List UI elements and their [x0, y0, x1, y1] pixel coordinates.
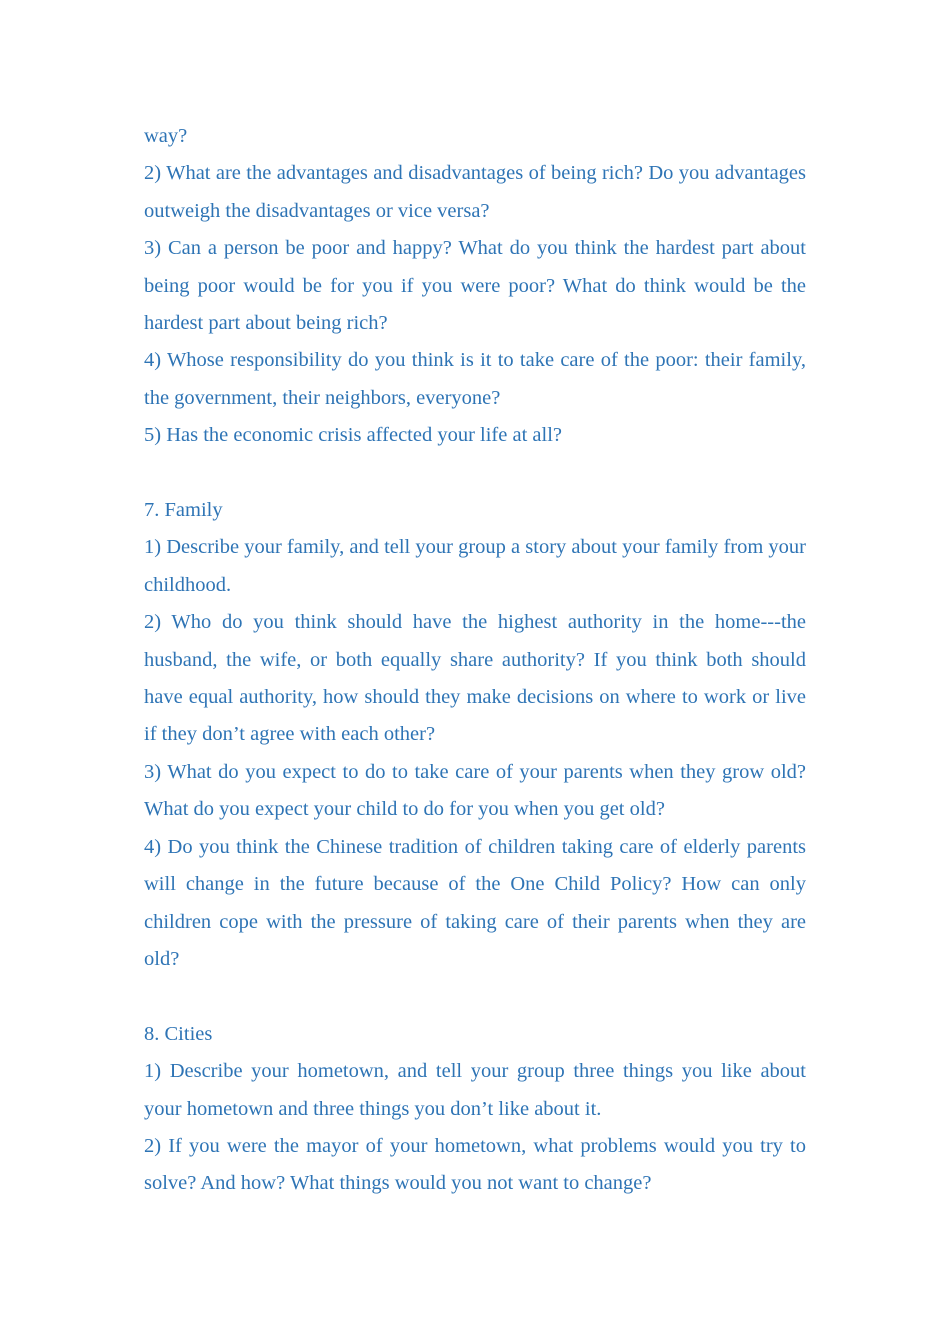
- document-page: [144, 118, 806, 1203]
- section8-heading: 8. Cities: [144, 1022, 213, 1045]
- section6-question-2: 2) What are the advantages and disadvantages of being rich? Do you advantages outweigh the disadvantages or vice versa?: [144, 162, 806, 222]
- section7-question-2: 2) Who do you think should have the highest authority in the home---the husband, the wife, or both equally share authority? If you think both should have equal authority, how should they make decisions on where to work or live if they don’t agree with each other?: [144, 611, 806, 746]
- section6-question-5: 5) Has the economic crisis affected your life at all?: [144, 424, 562, 447]
- section7-question-3: 3) What do you expect to do to take care of your parents when they grow old? What do you expect your child to do for you when you get old?: [144, 760, 806, 821]
- section6-question-3: 3) Can a person be poor and happy? What do you think the hardest part about being poor would be for you if you were poor? What do think would be the hardest part about being rich?: [144, 237, 806, 335]
- section8-question-2: 2) If you were the mayor of your hometown, what problems would you try to solve? And how? What things would you not want to change?: [144, 1134, 806, 1195]
- section7-heading: 7. Family: [144, 499, 223, 522]
- paragraph-spacer: [144, 455, 806, 492]
- section7-question-1: 1) Describe your family, and tell your group a story about your family from your childhood.: [144, 536, 806, 596]
- section6-question-4: 4) Whose responsibility do you think is it to take care of the poor: their family, the government, their neighbors, everyone?: [144, 349, 806, 409]
- paragraph-spacer: [144, 978, 806, 1015]
- section7-question-4: 4) Do you think the Chinese tradition of children taking care of elderly parents will change in the future because of the One Child Policy? How can only children cope with the pressure of taking care of their parents when they are old?: [144, 835, 806, 970]
- section6-continuation-line: way?: [144, 125, 188, 147]
- section8-question-1: 1) Describe your hometown, and tell your group three things you like about your hometown and three things you don’t like about it.: [144, 1060, 806, 1120]
